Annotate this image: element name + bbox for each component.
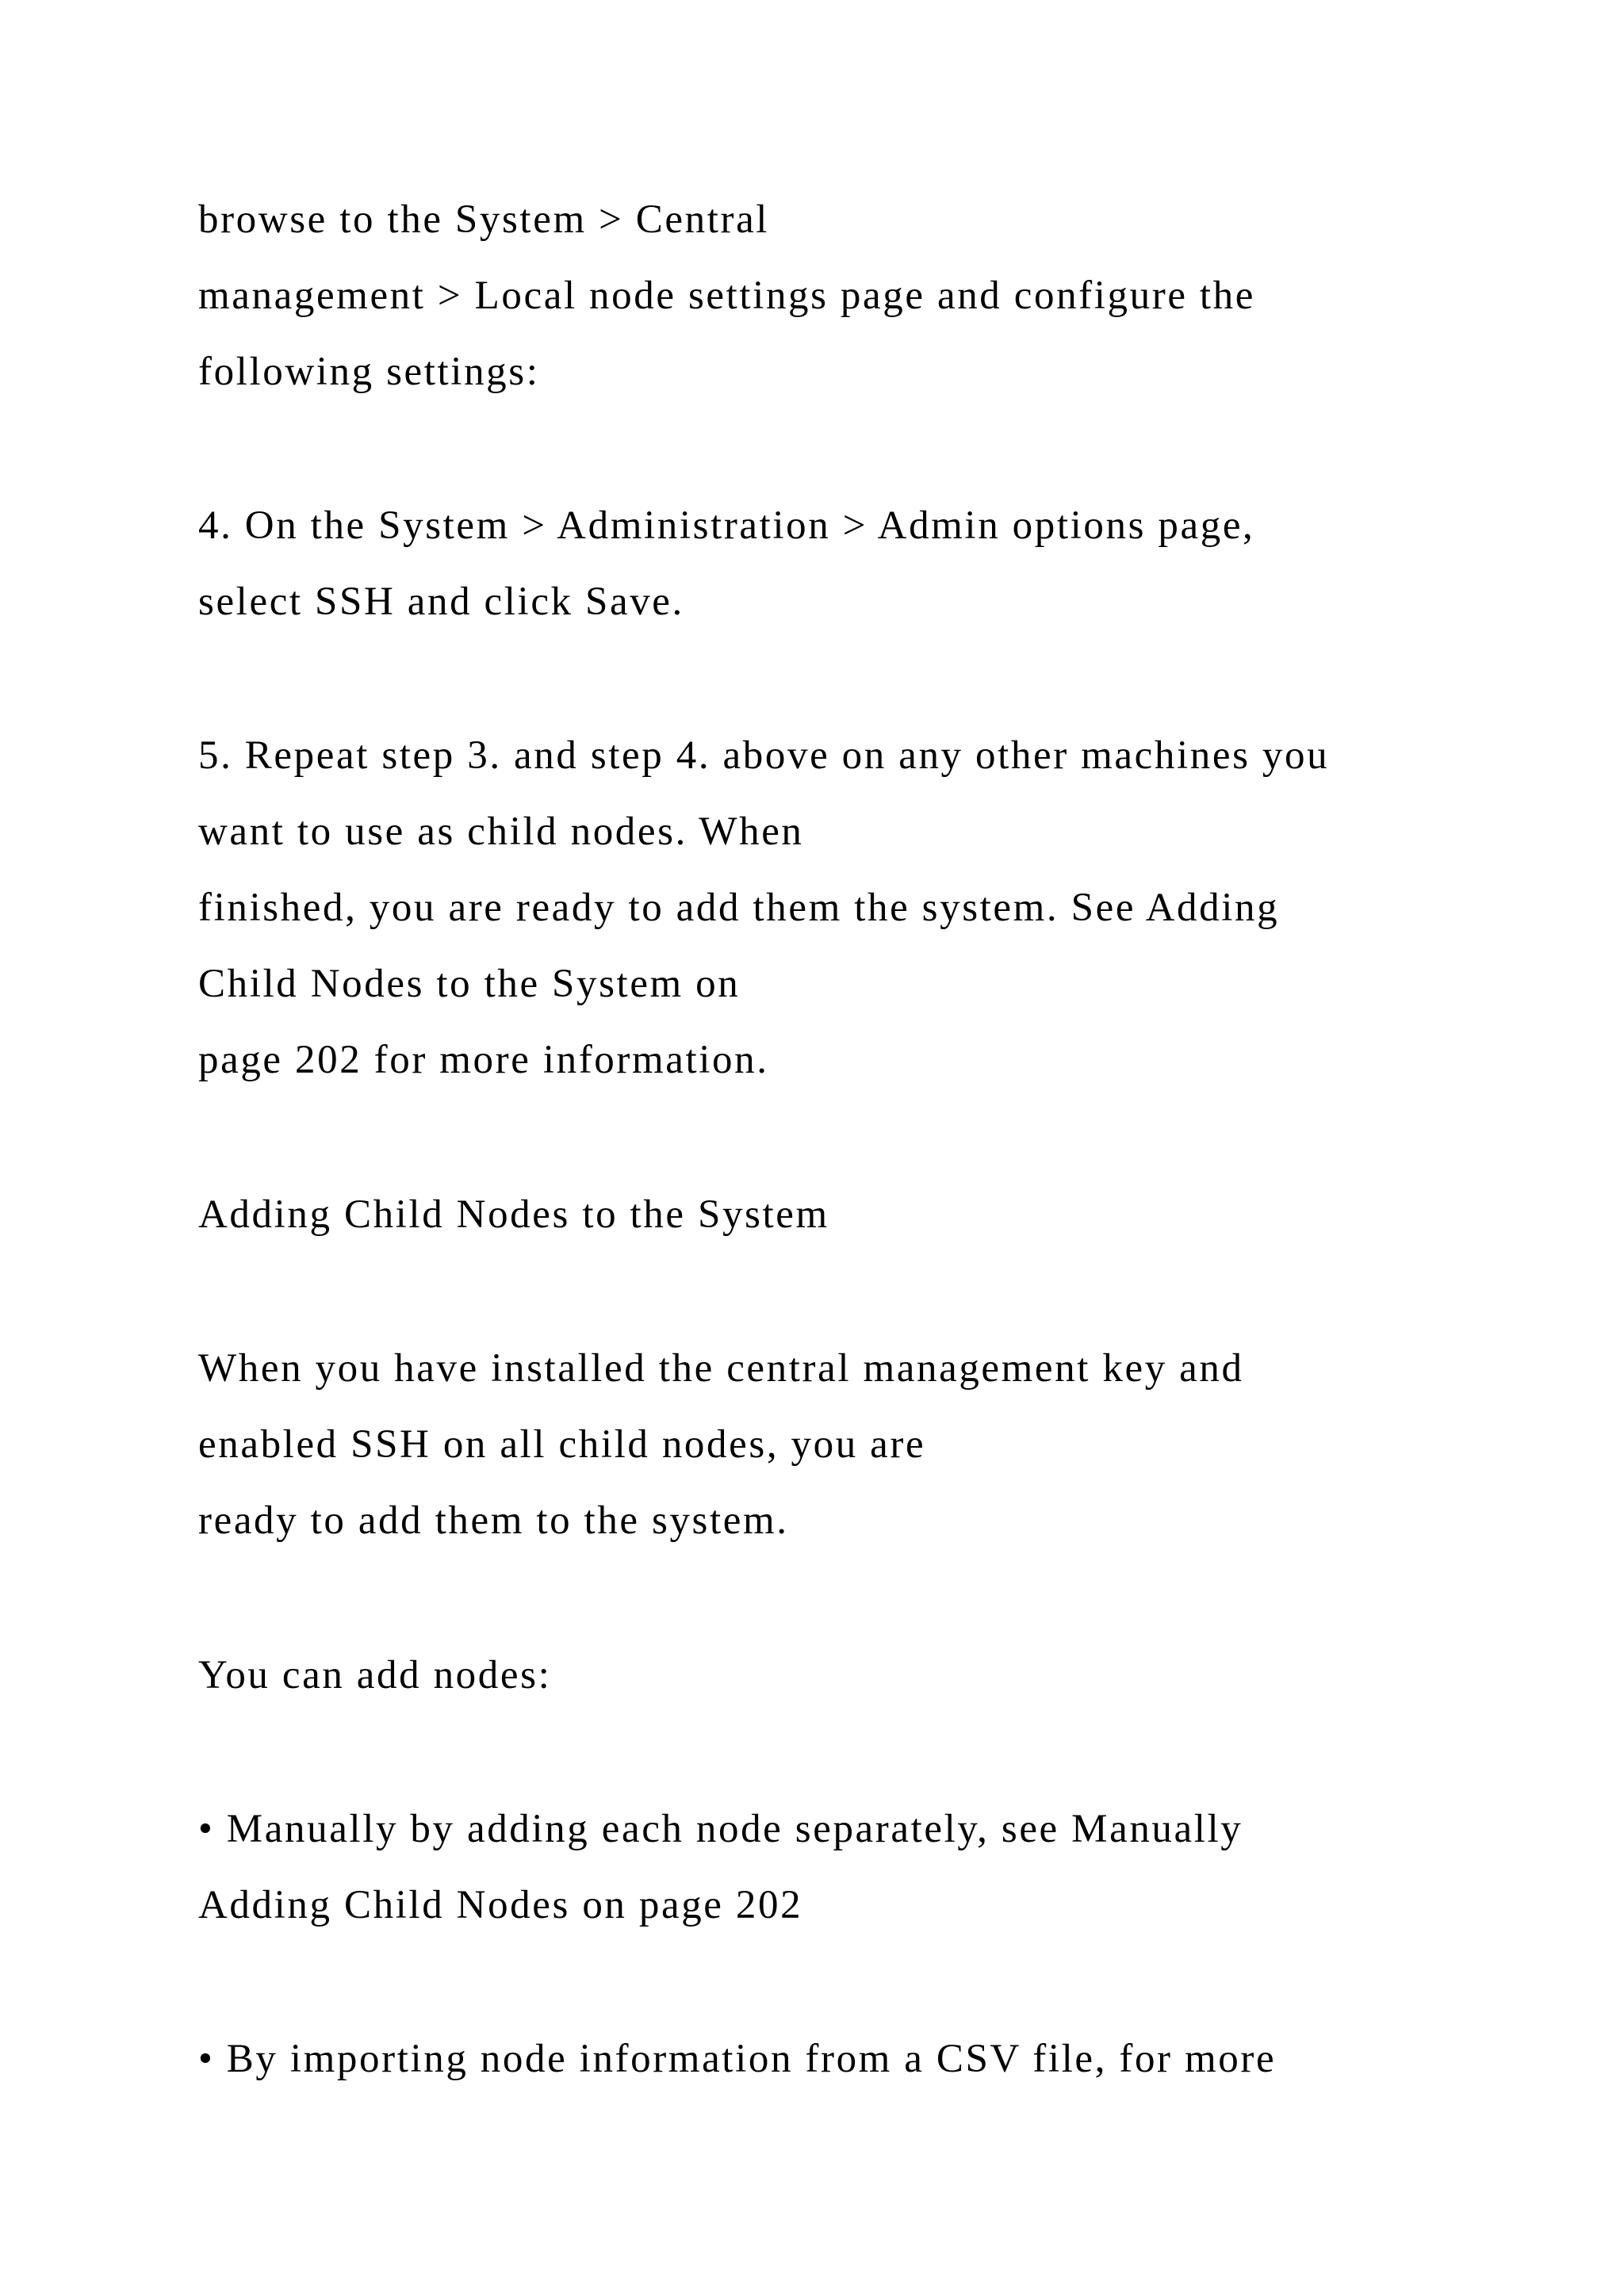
- text-line: ready to add them to the system.: [198, 1498, 789, 1543]
- text-line: want to use as child nodes. When: [198, 809, 804, 854]
- bullet-item: • Manually by adding each node separately, see Manually: [198, 1807, 1243, 1851]
- bullet-item-continuation: Adding Child Nodes on page 202: [198, 1883, 803, 1927]
- text-line: Child Nodes to the System on: [198, 962, 741, 1006]
- text-line: finished, you are ready to add them the system. See Adding: [198, 886, 1280, 930]
- text-line: enabled SSH on all child nodes, you are: [198, 1422, 926, 1467]
- section-heading: Adding Child Nodes to the System: [198, 1192, 829, 1237]
- text-line: following settings:: [198, 350, 540, 394]
- text-line: browse to the System > Central: [198, 197, 770, 242]
- text-line: 4. On the System > Administration > Admin options page,: [198, 503, 1255, 548]
- text-line: page 202 for more information.: [198, 1038, 769, 1082]
- text-line: When you have installed the central management key and: [198, 1346, 1244, 1391]
- text-line: select SSH and click Save.: [198, 580, 684, 624]
- bullet-item: • By importing node information from a CSV file, for more: [198, 2037, 1277, 2081]
- text-line: management > Local node settings page and configure the: [198, 274, 1256, 318]
- text-line: 5. Repeat step 3. and step 4. above on any other machines you: [198, 733, 1330, 778]
- text-line: You can add nodes:: [198, 1653, 552, 1697]
